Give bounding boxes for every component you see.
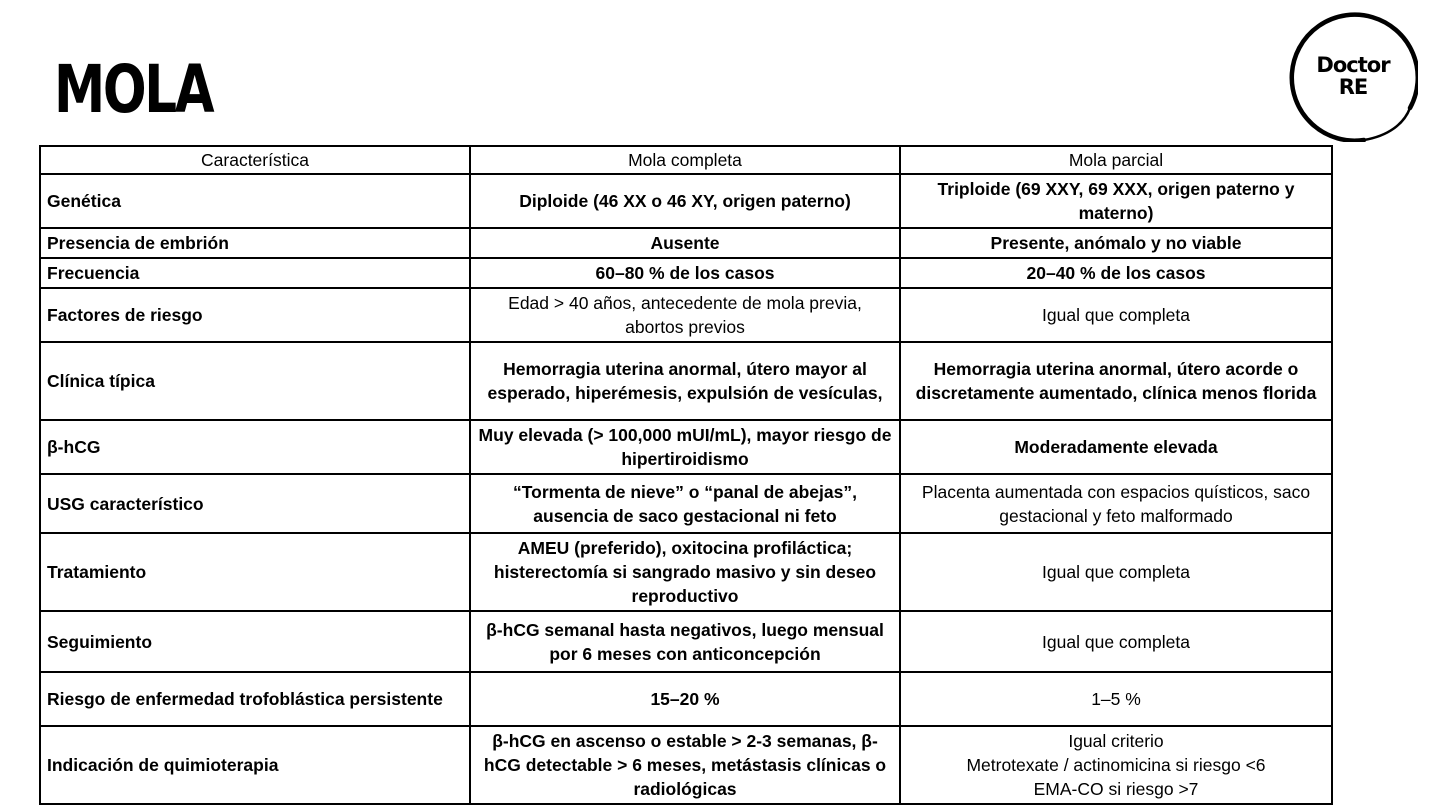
row-feature: USG característico xyxy=(40,474,470,533)
table-row xyxy=(40,258,1332,288)
row-partial: Igual que completa xyxy=(900,611,1332,672)
row-partial: Igual que completa xyxy=(900,288,1332,342)
doctor-re-logo xyxy=(1288,12,1418,142)
row-complete: “Tormenta de nieve” o “panal de abejas”, ausencia de saco gestacional ni feto xyxy=(470,474,900,533)
row-partial: 20–40 % de los casos xyxy=(900,258,1332,288)
row-complete: 15–20 % xyxy=(470,672,900,726)
row-partial: 1–5 % xyxy=(900,672,1332,726)
row-feature: Presencia de embrión xyxy=(40,228,470,258)
table-row xyxy=(40,474,1332,533)
logo-text-line1: Doctor xyxy=(1316,53,1390,77)
table-row xyxy=(40,726,1332,804)
row-partial: Hemorragia uterina anormal, útero acorde o discretamente aumentado, clínica menos florida xyxy=(900,342,1332,420)
row-partial-line: Metrotexate / actinomicina si riesgo <6 xyxy=(966,755,1266,775)
table-row xyxy=(40,228,1332,258)
table-row xyxy=(40,533,1332,611)
row-feature: Seguimiento xyxy=(40,611,470,672)
row-feature: Tratamiento xyxy=(40,533,470,611)
row-partial: Igual que completa xyxy=(900,533,1332,611)
header-complete: Mola completa xyxy=(470,146,900,174)
row-feature: Frecuencia xyxy=(40,258,470,288)
header-partial: Mola parcial xyxy=(900,146,1332,174)
row-partial: Presente, anómalo y no viable xyxy=(900,228,1332,258)
logo-text-line2: RE xyxy=(1338,75,1368,99)
row-feature: Factores de riesgo xyxy=(40,288,470,342)
row-partial-line: EMA-CO si riesgo >7 xyxy=(1033,779,1199,799)
table-row xyxy=(40,672,1332,726)
page-title: MOLA xyxy=(54,51,213,128)
header-feature: Característica xyxy=(40,146,470,174)
row-complete: Ausente xyxy=(470,228,900,258)
row-partial xyxy=(900,726,1332,804)
comparison-table xyxy=(39,145,1333,805)
table-row xyxy=(40,288,1332,342)
row-complete: AMEU (preferido), oxitocina profiláctica; histerectomía si sangrado masivo y sin deseo reproductivo xyxy=(470,533,900,611)
row-feature: Genética xyxy=(40,174,470,228)
row-complete: Hemorragia uterina anormal, útero mayor al esperado, hiperémesis, expulsión de vesículas, xyxy=(470,342,900,420)
row-partial: Triploide (69 XXY, 69 XXX, origen paterno y materno) xyxy=(900,174,1332,228)
table-row xyxy=(40,420,1332,474)
table-row xyxy=(40,611,1332,672)
table-header-row xyxy=(40,146,1332,174)
row-complete: Muy elevada (> 100,000 mUI/mL), mayor riesgo de hipertiroidismo xyxy=(470,420,900,474)
row-partial-line: Igual criterio xyxy=(1068,731,1164,751)
table-row xyxy=(40,174,1332,228)
row-complete: 60–80 % de los casos xyxy=(470,258,900,288)
row-complete: Diploide (46 XX o 46 XY, origen paterno) xyxy=(470,174,900,228)
row-complete: β-hCG en ascenso o estable > 2-3 semanas, β-hCG detectable > 6 meses, metástasis clínicas o radiológicas xyxy=(470,726,900,804)
row-complete: Edad > 40 años, antecedente de mola previa, abortos previos xyxy=(470,288,900,342)
row-feature: Clínica típica xyxy=(40,342,470,420)
row-feature: Riesgo de enfermedad trofoblástica persistente xyxy=(40,672,470,726)
row-partial: Moderadamente elevada xyxy=(900,420,1332,474)
row-feature: β-hCG xyxy=(40,420,470,474)
row-partial: Placenta aumentada con espacios quísticos, saco gestacional y feto malformado xyxy=(900,474,1332,533)
table-row xyxy=(40,342,1332,420)
row-feature: Indicación de quimioterapia xyxy=(40,726,470,804)
row-complete: β-hCG semanal hasta negativos, luego mensual por 6 meses con anticoncepción xyxy=(470,611,900,672)
